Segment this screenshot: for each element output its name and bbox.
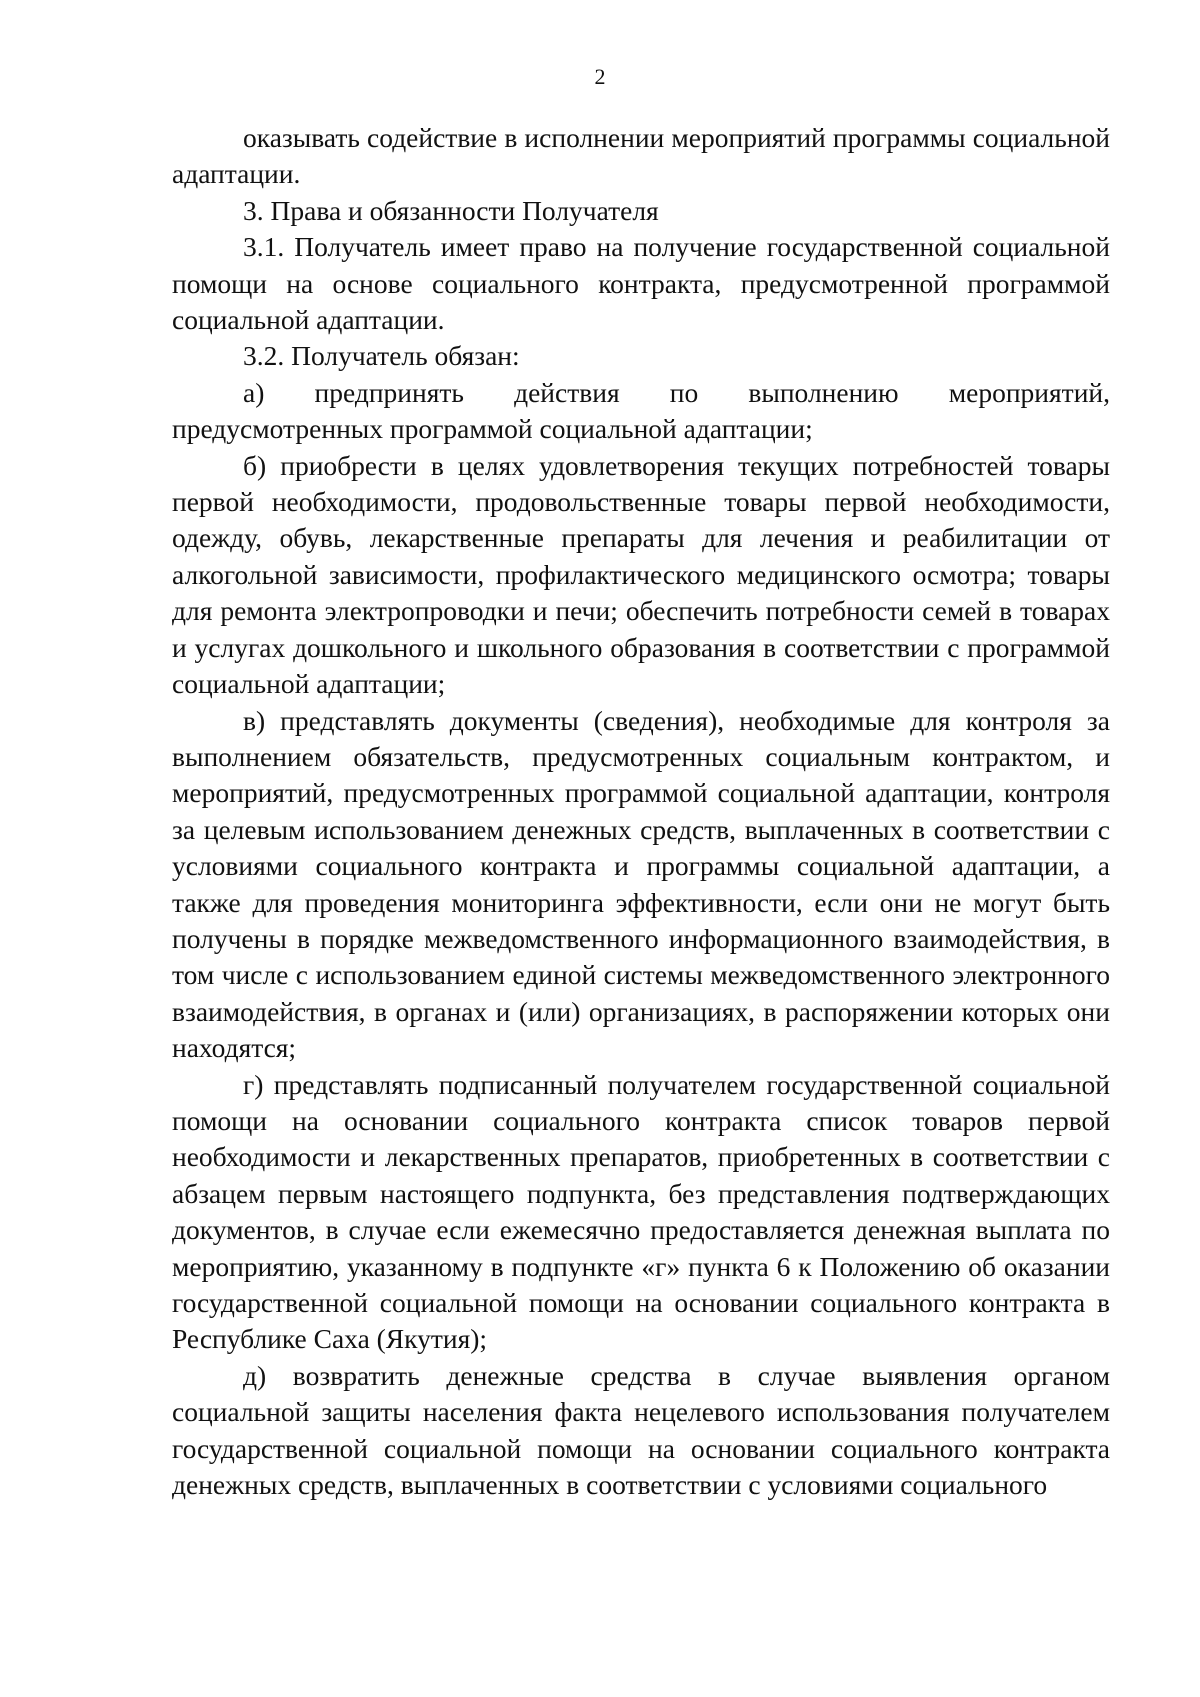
page-number: 2 bbox=[594, 64, 606, 89]
list-item-d: д) возвратить денежные средства в случае выявления органом социальной защиты населения факта нецелевого использования получателем государственной социальной помощи на основании социального контракта денежных средств, выплаченных в соответствии с условиями социального bbox=[172, 1359, 1110, 1501]
list-item-v: в) представлять документы (сведения), необходимые для контроля за выполнением обязательств, предусмотренных социальным контрактом, и мероприятий, предусмотренных программой социальной адаптации, контроля за целевым использованием денежных средств, выплаченных в соответствии с условиями социального контракта и программы социальной адаптации, а также для проведения мониторинга эффективности, если они не могут быть получены в порядке межведомственного информационного взаимодействия, в том числе с использованием единой системы межведомственного электронного взаимодействия, в органах и (или) организациях, в распоряжении которых они находятся; bbox=[172, 704, 1110, 1064]
paragraph-intro: оказывать содействие в исполнении мероприятий программы социальной адаптации. bbox=[172, 122, 1110, 190]
document-body bbox=[172, 120, 1110, 1503]
list-item-a: а) предпринять действия по выполнению мероприятий, предусмотренных программой социальной адаптации; bbox=[172, 376, 1110, 445]
list-item-b: б) приобрести в целях удовлетворения текущих потребностей товары первой необходимости, продовольственные товары первой необходимости, одежду, обувь, лекарственные препараты для лечения и реабилитации от алкогольной зависимости, профилактического медицинского осмотра; товары для ремонта электропроводки и печи; обеспечить потребности семей в товарах и услугах дошкольного и школьного образования в соответствии с программой социальной адаптации; bbox=[172, 449, 1110, 700]
paragraph-3-1: 3.1. Получатель имеет право на получение государственной социальной помощи на основе социального контракта, предусмотренной программой социальной адаптации. bbox=[172, 231, 1110, 336]
list-item-g: г) представлять подписанный получателем государственной социальной помощи на основании социального контракта список товаров первой необходимости и лекарственных препаратов, приобретенных в соответствии с абзацем первым настоящего подпункта, без представления подтверждающих документов, в случае если ежемесячно предоставляется денежная выплата по мероприятию, указанному в подпункте «г» пункта 6 к Положению об оказании государственной социальной помощи на основании социального контракта в Республике Саха (Якутия); bbox=[172, 1068, 1110, 1355]
paragraph-3-2: 3.2. Получатель обязан: bbox=[243, 340, 520, 372]
section-heading: 3. Права и обязанности Получателя bbox=[243, 194, 659, 226]
